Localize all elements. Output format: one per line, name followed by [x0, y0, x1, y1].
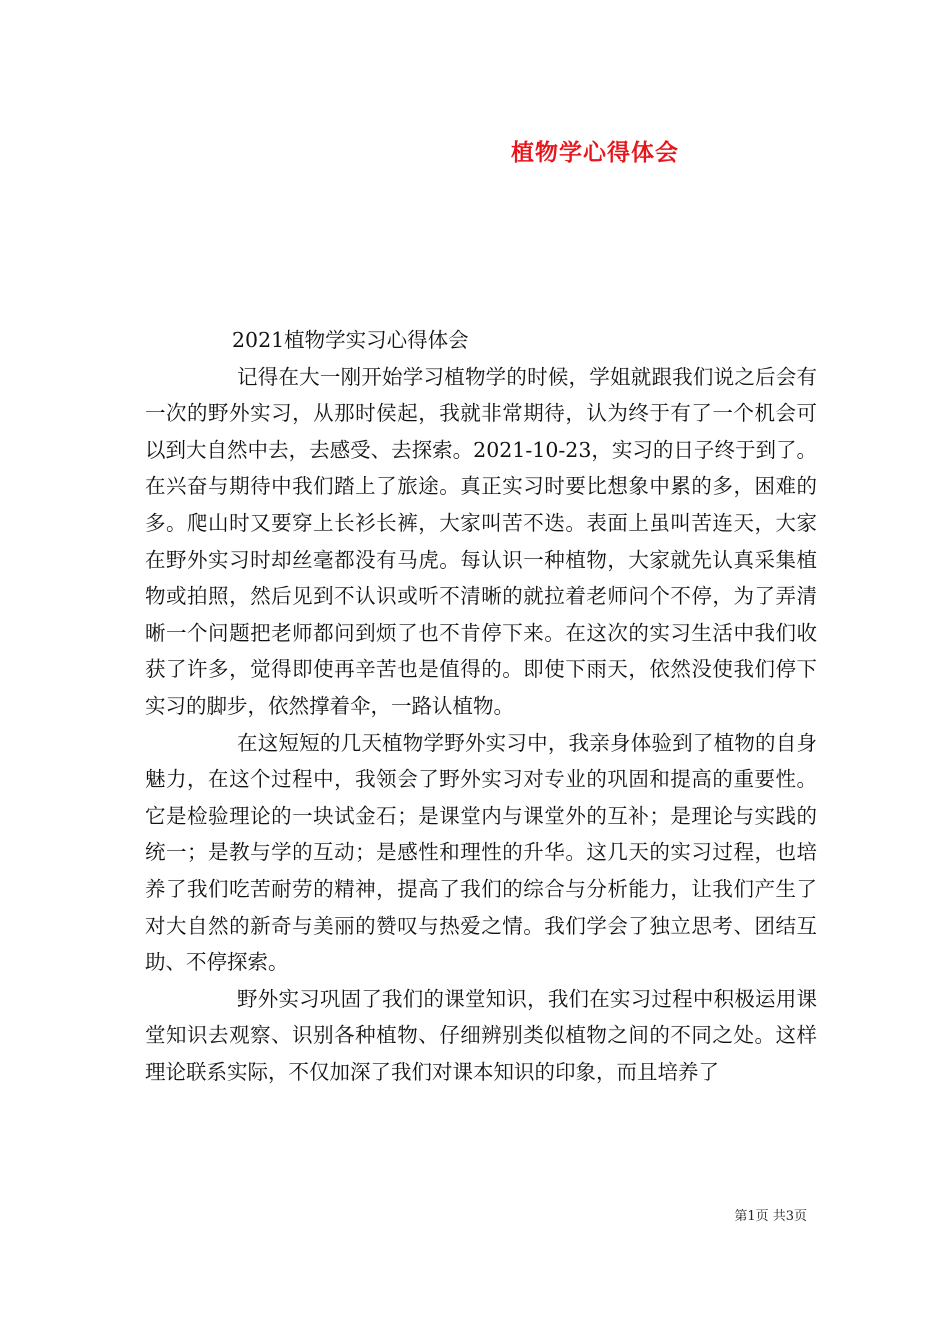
document-body [145, 322, 817, 1090]
page-number: 第1页 共3页 [734, 1209, 807, 1224]
document-title: 植物学心得体会 [511, 140, 679, 166]
paragraph-1: 记得在大一刚开始学习植物学的时候，学姐就跟我们说之后会有一次的野外实习，从那时侯起，我就非常期待，认为终于有了一个机会可以到大自然中去，去感受、去探索。2021-10-23，实习的日子终于到了。在兴奋与期待中我们踏上了旅途。真正实习时要比想象中累的多，困难的多。爬山时又要穿上长衫长裤，大家叫苦不迭。表面上虽叫苦连天，大家在野外实习时却丝毫都没有马虎。每认识一种植物，大家就先认真采集植物或拍照，然后见到不认识或听不清晰的就拉着老师问个不停，为了弄清晰一个问题把老师都问到烦了也不肯停下来。在这次的实习生活中我们收获了许多，觉得即使再辛苦也是值得的。即使下雨天，依然没使我们停下实习的脚步，依然撑着伞，一路认植物。 [145, 364, 817, 718]
document-subtitle: 2021植物学实习心得体会 [232, 328, 469, 352]
paragraph-3: 野外实习巩固了我们的课堂知识，我们在实习过程中积极运用课堂知识去观察、识别各种植物、仔细辨别类似植物之间的不同之处。这样理论联系实际，不仅加深了我们对课本知识的印象，而且培养了 [145, 986, 817, 1084]
paragraph-2: 在这短短的几天植物学野外实习中，我亲身体验到了植物的自身魅力，在这个过程中，我领会了野外实习对专业的巩固和提高的重要性。它是检验理论的一块试金石；是课堂内与课堂外的互补；是理论与实践的统一；是教与学的互动；是感性和理性的升华。这几天的实习过程，也培养了我们吃苦耐劳的精神，提高了我们的综合与分析能力，让我们产生了对大自然的新奇与美丽的赞叹与热爱之情。我们学会了独立思考、团结互助、不停探索。 [145, 730, 817, 975]
